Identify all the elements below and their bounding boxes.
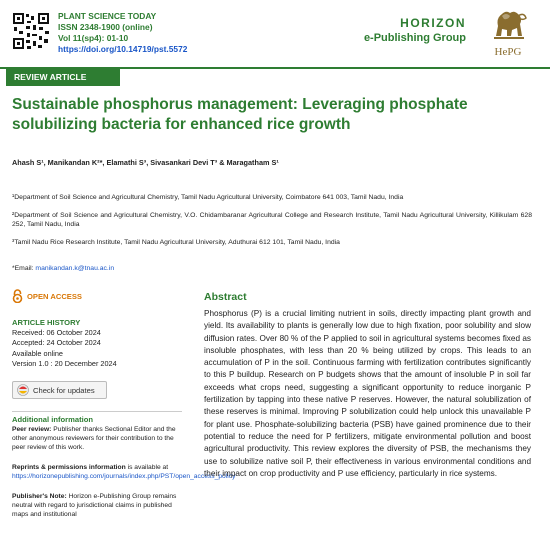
article-type-badge: REVIEW ARTICLE — [6, 69, 120, 86]
affiliation-1: ¹Department of Soil Science and Agricultural Chemistry, Tamil Nadu Agricultural University, Coimbatore 641 003, Tamil Nadu, India — [12, 194, 404, 201]
qr-code-icon[interactable] — [12, 12, 50, 50]
doi-link[interactable]: https://doi.org/10.14719/pst.5572 — [58, 44, 188, 54]
corresponding-email — [12, 265, 114, 272]
affiliation-3: ³Tamil Nadu Rice Research Institute, Tamil Nadu Agricultural University, Aduthurai 612 101, Tamil Nadu, India — [12, 238, 340, 246]
journal-info — [58, 11, 187, 55]
history-received: Received: 06 October 2024 — [12, 328, 101, 337]
history-title: ARTICLE HISTORY — [12, 318, 81, 327]
journal-volume: Vol 11(sp4): 01-10 — [58, 33, 129, 43]
check-updates-icon — [17, 384, 29, 396]
open-lock-icon — [12, 289, 23, 303]
article-title: Sustainable phosphorus management: Leveraging phosphate solubilizing bacteria for enhanced rice growth — [12, 96, 468, 133]
peer-review-label: Peer review: — [12, 426, 52, 434]
check-updates-label: Check for updates — [33, 385, 95, 395]
journal-issn: ISSN 2348-1900 (online) — [58, 22, 153, 32]
reprints-text: is available at — [127, 464, 169, 472]
affiliation-2: ²Department of Soil Science and Agricultural Chemistry, V.O. Chidambaranar Agricultural College and Research Institute, Tamil Nadu Agricultural University, Killikulam 628 252, Tamil Nadu, India — [12, 211, 532, 228]
peer-review-note — [12, 425, 182, 452]
affiliations — [12, 193, 532, 255]
publisher-name — [364, 16, 466, 45]
history-version: Version 1.0 : 20 December 2024 — [12, 358, 117, 368]
abstract-section — [204, 291, 531, 480]
history-accepted: Accepted: 24 October 2024 — [12, 338, 101, 348]
check-for-updates-button[interactable] — [12, 381, 107, 399]
history-available: Available online — [12, 348, 63, 358]
publisher-note-label: Publisher's Note: — [12, 493, 67, 501]
peer-review-text: Publisher thanks Sectional Editor and the other anonymous reviewers for their contribution to the peer review of this work. — [12, 426, 176, 452]
email-link[interactable]: manikandan.k@tnau.ac.in — [35, 265, 115, 272]
publisher-line2: e-Publishing Group — [363, 32, 466, 44]
abstract-heading: Abstract — [204, 291, 247, 303]
author-list: Ahash S¹, Manikandan K²*, Elamathi S³, Sivasankari Devi T³ & Maragatham S¹ — [12, 158, 279, 167]
lion-logo-icon — [488, 6, 528, 44]
reprints-label: Reprints & permissions information — [12, 464, 126, 472]
article-history — [12, 328, 182, 369]
publisher-logo — [480, 6, 536, 58]
abstract-text: Phosphorus (P) is a crucial limiting nutrient in soils, directly impacting plant growth and yield. Its availability to plants is generally low due to high fixation, poor solubility and slow diffusion rates. Over 80 % of the P applied to soil in agricultural systems becomes fixed as insoluble phosphates, with less than 20 % being utilized by crops. This leads to an accumulation of P in the soil. Continuous farming with fertilization contributes significantly to this P buildup. Research on P budgets shows that the amount of insoluble P in soil far exceeds what crops need, suggesting a significant opportunity to reduce inorganic P fertilization by tapping into these native P reserves. However, the natural solubilization of these reserves is minimal. Improving P solubilization could help unlock this unavailable P for plant use. Phosphate-solubilizing bacteria (PSB) have gained prominence due to their potential to reduce the need for P fertilizers, mitigate environmental pollution and boost agricultural productivity. This review explores the diversity of PSB, the mechanisms they use to solubilize native soil P, their effectiveness in various environmental conditions and their impact on crop productivity and P use efficiency, particularly in rice systems. — [204, 309, 531, 478]
publisher-note-text: Horizon e-Publishing Group remains neutral with regard to jurisdictional claims in published maps and institutional — [12, 493, 177, 519]
logo-text: HePG — [494, 46, 522, 58]
publisher-line1: HORIZON — [400, 16, 466, 30]
open-access-badge — [12, 288, 182, 304]
additional-info-title: Additional information — [12, 411, 182, 424]
journal-header — [0, 0, 550, 64]
publisher-note — [12, 492, 182, 519]
email-label: *Email: — [12, 265, 34, 272]
journal-name: PLANT SCIENCE TODAY — [58, 11, 157, 21]
reprints-note — [12, 463, 236, 481]
open-access-label: OPEN ACCESS — [27, 291, 82, 301]
additional-info — [12, 425, 236, 519]
reprints-link[interactable]: https://horizonepublishing.com/journals/index.php/PST/open_access_policy — [12, 473, 236, 481]
